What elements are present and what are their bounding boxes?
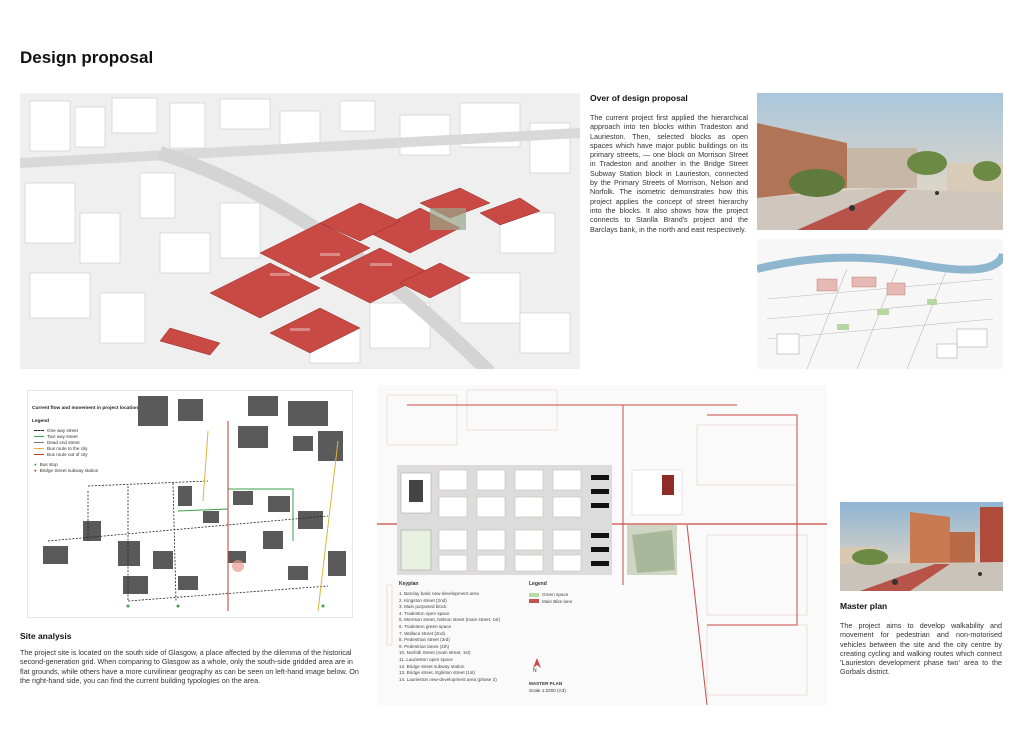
master-plan-text: The project aims to develop walkability and movement for pedestrian and non-motorised vehicles between the site and the city centre by creating cycling and walking routes which connect 'Laurieston development phase two' area to the Gorbals district. xyxy=(840,621,1002,677)
keyplan-item: 11. Laurieston open space xyxy=(399,656,453,662)
keyplan-item: 9. Pedestrian lanes (4th) xyxy=(399,643,450,649)
legend-item-bus-out: Bus route out of city xyxy=(34,452,98,458)
north-label: N xyxy=(533,668,537,674)
keyplan-item: 10. Norfolk Street (main street, 1st) xyxy=(399,650,471,656)
site-analysis-heading: Site analysis xyxy=(20,631,72,641)
keyplan-item: 1. Barclay bank new-development area xyxy=(399,591,479,596)
legend-item-green-space: Green space xyxy=(529,592,572,599)
keyplan-title: Keyplan xyxy=(399,581,419,587)
legend-item-two-way: Two way street xyxy=(34,434,98,440)
isometric-render xyxy=(20,93,580,369)
keyplan-item: 7. Wallace street (2nd) xyxy=(399,630,446,636)
north-arrow xyxy=(533,658,541,674)
master-plan-render-photo xyxy=(840,502,1003,591)
keyplan-list xyxy=(399,591,500,683)
keyplan-item: 5. Morrison street, Nelson street (main street, 1st) xyxy=(399,617,501,623)
site-legend-title: Legend xyxy=(32,419,50,424)
aerial-sketch-render xyxy=(757,239,1003,369)
site-map-title: Current flow and movement in project location xyxy=(32,406,139,411)
keyplan-item: 6. Tradeston green space xyxy=(399,623,452,629)
master-legend xyxy=(529,592,572,605)
street-render-photo xyxy=(757,93,1003,230)
legend-item-bus-in: Bus route to the city xyxy=(34,446,98,452)
site-analysis-text: The project site is located on the south side of Glasgow, a place affected by the dilemma of the historical second-generation grid. When comparing to Glasgow as a whole, only the south-side gridded area are in flat grounds, while others have a more curvilinear geography as can be seen on left-hand image below. On the right-hand side, you can find the current building typologies on the area. xyxy=(20,648,359,685)
master-plan-caption: MASTER PLAN xyxy=(529,681,563,686)
master-plan-scale: Scale 1:2200 (A3) xyxy=(529,688,566,693)
keyplan-item: 3. Main purposed block xyxy=(399,604,447,610)
site-legend xyxy=(34,428,98,474)
keyplan-item: 8. Pedestrian street (3rd) xyxy=(399,637,450,643)
keyplan-item: 14. Laurieston new-development area (phase 2) xyxy=(399,676,497,682)
site-analysis-map xyxy=(27,390,353,618)
overview-text: The current project first applied the hierarchical approach into ten blocks within Tradeston and Laurieston. Then, selected blocks as open spaces which have major public buildings on its primary streets, — one block on Morrison Street in Tradeston and another in the Bridge Street Subway Station block in Laurieston, connected by the Primary Streets of Morrison, Nelson and Norfolk. The isometric demonstrates how this project applies the concept of street hierarchy into the blocks. It also shows how the project connects to Stanlla Brand's project and the Barclays bank, in the north and east respectively. xyxy=(590,113,748,234)
legend-item-one-way: One way street xyxy=(34,428,98,434)
keyplan-item: 4. Tradeston open space xyxy=(399,610,450,616)
master-plan-heading: Master plan xyxy=(840,601,888,611)
master-legend-title: Legend xyxy=(529,581,547,587)
overview-heading: Over of design proposal xyxy=(590,93,688,103)
legend-item-bike-lane: Main Bike lane xyxy=(529,599,572,606)
legend-item-dead-end: Dead end street xyxy=(34,440,98,446)
keyplan-item: 13. Bridge street, Eglinton street (1st) xyxy=(399,670,476,676)
page-title: Design proposal xyxy=(20,48,154,67)
legend-item-subway: ● Bridge Street subway station xyxy=(34,468,99,473)
keyplan-item: 2. Kingston street (2nd) xyxy=(399,597,447,603)
keyplan-item: 12. Bridge street subway station xyxy=(399,663,465,669)
master-plan-drawing xyxy=(377,385,827,705)
legend-item-bus-stop: ● Bus stop xyxy=(34,462,58,467)
